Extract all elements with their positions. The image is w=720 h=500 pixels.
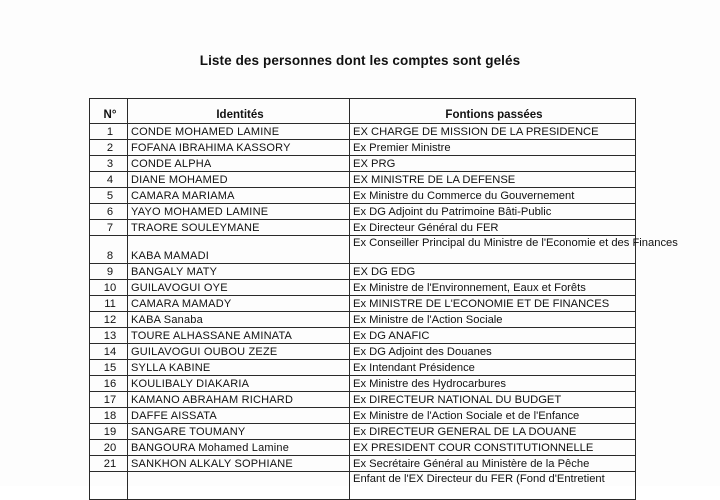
row-function: Ex Ministre de l'Environnement, Eaux et Forêts bbox=[350, 280, 636, 296]
row-number: 12 bbox=[90, 312, 128, 328]
row-function: Ex Directeur Général du FER bbox=[350, 220, 636, 236]
table-row bbox=[90, 296, 636, 312]
row-number: 8 bbox=[90, 236, 128, 264]
table-row bbox=[90, 264, 636, 280]
row-function: Ex DG Adjoint des Douanes bbox=[350, 344, 636, 360]
row-number: 13 bbox=[90, 328, 128, 344]
table-row bbox=[90, 392, 636, 408]
row-number: 19 bbox=[90, 424, 128, 440]
row-identity: TRAORE SOULEYMANE bbox=[128, 220, 350, 236]
row-identity: GUILAVOGUI OUBOU ZEZE bbox=[128, 344, 350, 360]
row-identity: KABA Sanaba bbox=[128, 312, 350, 328]
row-number: 15 bbox=[90, 360, 128, 376]
row-function: EX DG EDG bbox=[350, 264, 636, 280]
row-identity: KABA MAMADI bbox=[128, 236, 350, 264]
table-row bbox=[90, 204, 636, 220]
row-function: Ex Ministre des Hydrocarbures bbox=[350, 376, 636, 392]
row-identity bbox=[128, 472, 350, 500]
row-identity: SANKHON ALKALY SOPHIANE bbox=[128, 456, 350, 472]
row-identity: CONDE ALPHA bbox=[128, 156, 350, 172]
row-identity: CAMARA MAMADY bbox=[128, 296, 350, 312]
row-function: Ex DIRECTEUR GENERAL DE LA DOUANE bbox=[350, 424, 636, 440]
row-identity: CAMARA MARIAMA bbox=[128, 188, 350, 204]
table-row bbox=[90, 440, 636, 456]
row-number: 3 bbox=[90, 156, 128, 172]
row-number: 10 bbox=[90, 280, 128, 296]
table-row bbox=[90, 172, 636, 188]
row-identity: DAFFE AISSATA bbox=[128, 408, 350, 424]
row-number: 1 bbox=[90, 124, 128, 140]
row-function: Ex DG ANAFIC bbox=[350, 328, 636, 344]
table-header-row bbox=[90, 99, 636, 124]
row-number: 14 bbox=[90, 344, 128, 360]
table-row bbox=[90, 456, 636, 472]
row-function: Ex Intendant Présidence bbox=[350, 360, 636, 376]
row-function: Ex Ministre du Commerce du Gouvernement bbox=[350, 188, 636, 204]
table-row bbox=[90, 376, 636, 392]
row-identity: BANGALY MATY bbox=[128, 264, 350, 280]
table-row bbox=[90, 328, 636, 344]
row-identity: GUILAVOGUI OYE bbox=[128, 280, 350, 296]
row-function: EX PRG bbox=[350, 156, 636, 172]
row-function: Ex DG Adjoint du Patrimoine Bâti-Public bbox=[350, 204, 636, 220]
frozen-accounts-table bbox=[89, 98, 678, 500]
row-number: 11 bbox=[90, 296, 128, 312]
row-function: Enfant de l'EX Directeur du FER (Fond d'Entretient bbox=[350, 472, 636, 500]
row-number: 6 bbox=[90, 204, 128, 220]
row-identity: FOFANA IBRAHIMA KASSORY bbox=[128, 140, 350, 156]
row-number bbox=[90, 472, 128, 500]
row-number: 17 bbox=[90, 392, 128, 408]
row-number: 20 bbox=[90, 440, 128, 456]
row-function: EX MINISTRE DE LA DEFENSE bbox=[350, 172, 636, 188]
row-identity: SANGARE TOUMANY bbox=[128, 424, 350, 440]
table-row bbox=[90, 140, 636, 156]
row-number: 5 bbox=[90, 188, 128, 204]
row-function: EX PRESIDENT COUR CONSTITUTIONNELLE bbox=[350, 440, 636, 456]
table-row bbox=[90, 124, 636, 140]
row-identity: KOULIBALY DIAKARIA bbox=[128, 376, 350, 392]
row-number: 21 bbox=[90, 456, 128, 472]
row-function: Ex Conseiller Principal du Ministre de l'Economie et des Finances bbox=[350, 236, 636, 264]
row-identity: CONDE MOHAMED LAMINE bbox=[128, 124, 350, 140]
row-number: 18 bbox=[90, 408, 128, 424]
table-row bbox=[90, 472, 636, 500]
row-number: 7 bbox=[90, 220, 128, 236]
row-number: 16 bbox=[90, 376, 128, 392]
row-identity: TOURE ALHASSANE AMINATA bbox=[128, 328, 350, 344]
table-row bbox=[90, 156, 636, 172]
table-row bbox=[90, 360, 636, 376]
row-identity: KAMANO ABRAHAM RICHARD bbox=[128, 392, 350, 408]
row-identity: SYLLA KABINE bbox=[128, 360, 350, 376]
table-row bbox=[90, 188, 636, 204]
row-function: EX CHARGE DE MISSION DE LA PRESIDENCE bbox=[350, 124, 636, 140]
row-identity: YAYO MOHAMED LAMINE bbox=[128, 204, 350, 220]
table-row bbox=[90, 312, 636, 328]
row-function: Ex Premier Ministre bbox=[350, 140, 636, 156]
row-number: 4 bbox=[90, 172, 128, 188]
table-row bbox=[90, 408, 636, 424]
table-row bbox=[90, 424, 636, 440]
header-identity: Identités bbox=[128, 99, 350, 124]
row-number: 2 bbox=[90, 140, 128, 156]
table-row bbox=[90, 220, 636, 236]
row-function: Ex MINISTRE DE L'ECONOMIE ET DE FINANCES bbox=[350, 296, 636, 312]
row-function: Ex DIRECTEUR NATIONAL DU BUDGET bbox=[350, 392, 636, 408]
header-functions: Fontions passées bbox=[350, 99, 636, 124]
table-row bbox=[90, 344, 636, 360]
row-identity: BANGOURA Mohamed Lamine bbox=[128, 440, 350, 456]
document-title: Liste des personnes dont les comptes sont gelés bbox=[199, 53, 521, 68]
table-row bbox=[90, 280, 636, 296]
row-identity: DIANE MOHAMED bbox=[128, 172, 350, 188]
row-function: Ex Secrétaire Général au Ministère de la Pêche bbox=[350, 456, 636, 472]
header-number: N° bbox=[90, 99, 128, 124]
table-row bbox=[90, 236, 636, 264]
row-function: Ex Ministre de l'Action Sociale bbox=[350, 312, 636, 328]
row-number: 9 bbox=[90, 264, 128, 280]
row-function: Ex Ministre de l'Action Sociale et de l'Enfance bbox=[350, 408, 636, 424]
